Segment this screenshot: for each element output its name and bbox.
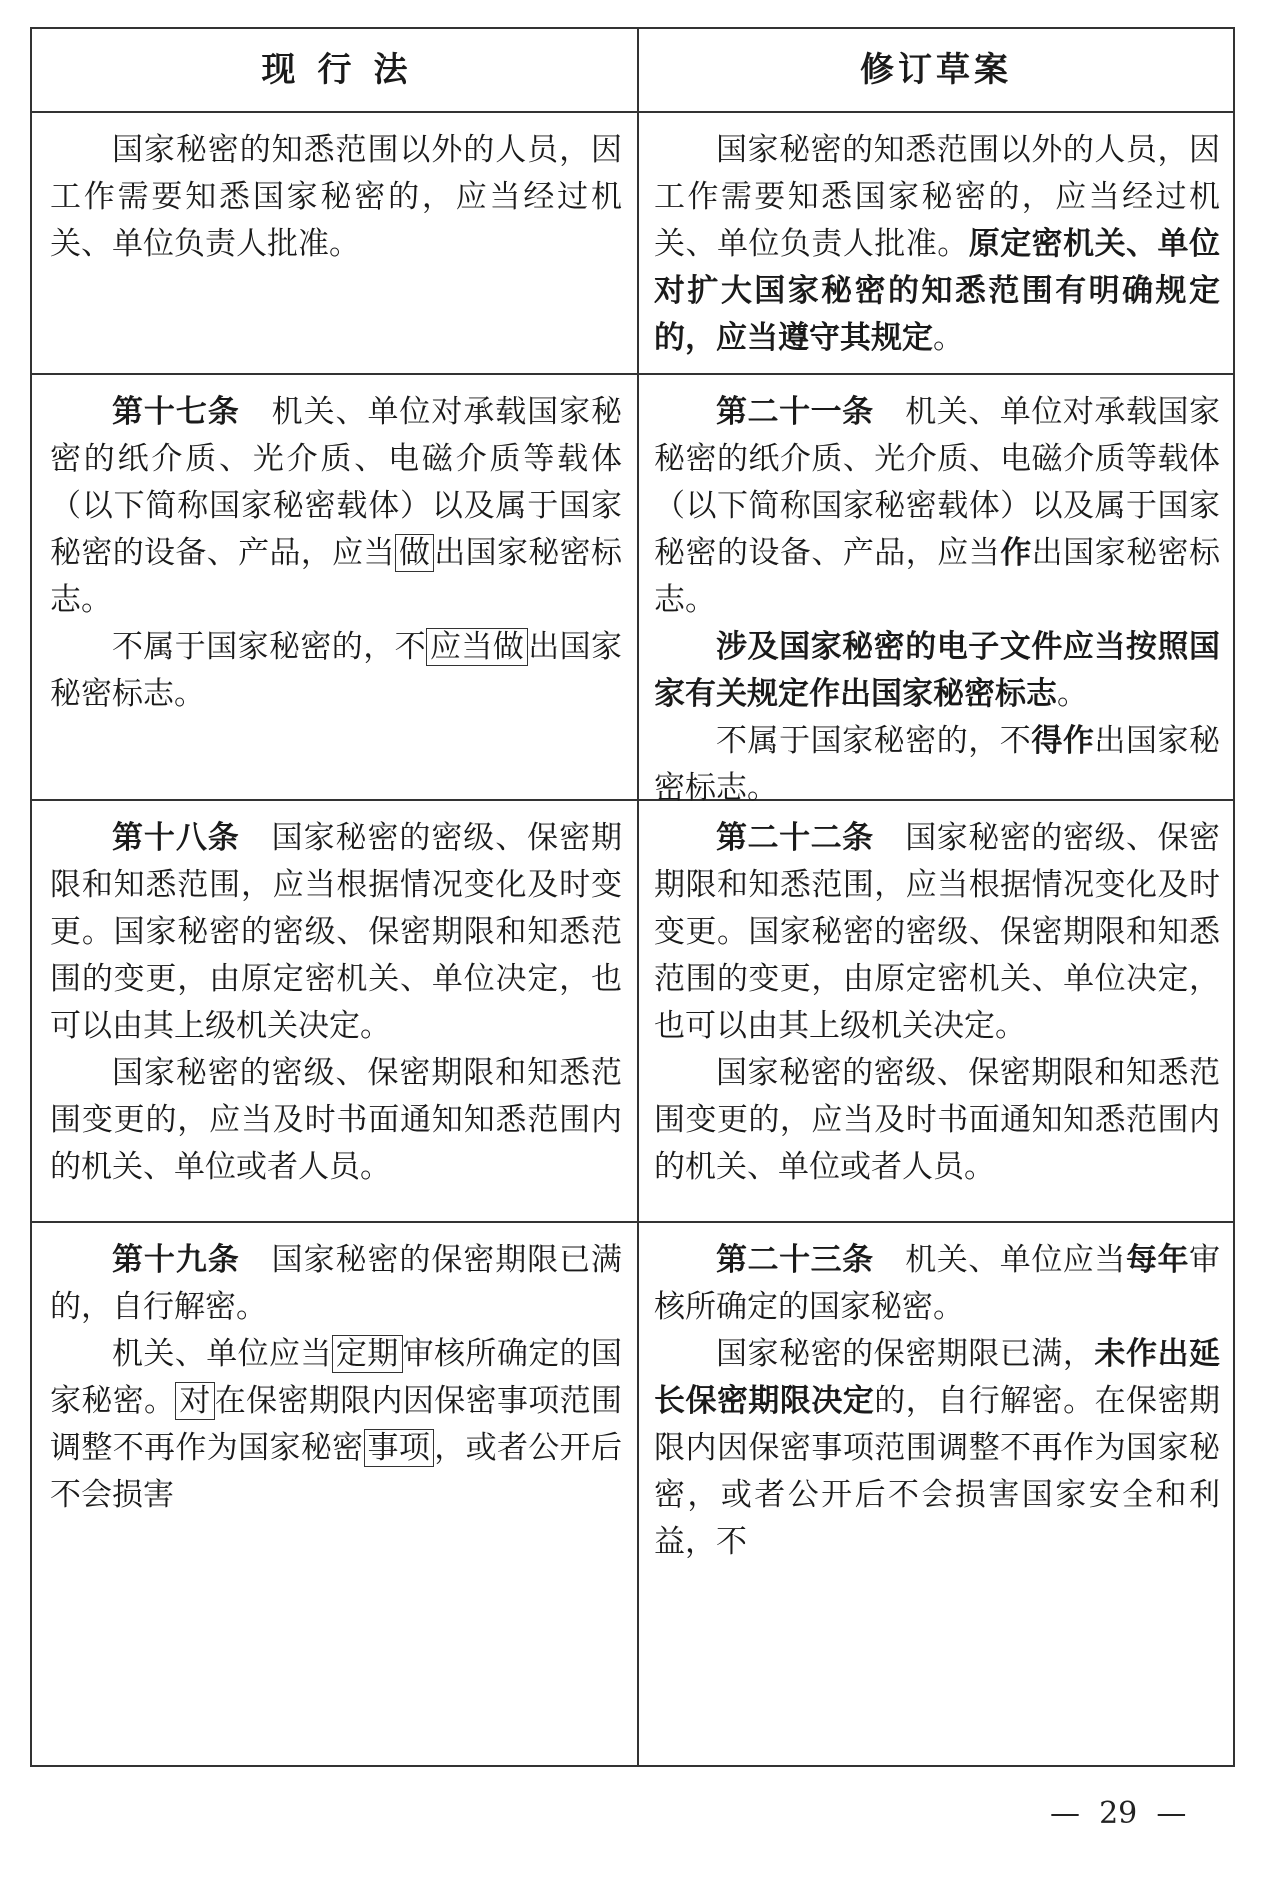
paragraph bbox=[50, 389, 622, 624]
page-dash-left: — bbox=[1050, 1796, 1100, 1831]
text-span: 国家秘密的知悉范围以外的人员，因工作需要知悉国家秘密的，应当经过机关、单位负责人批准。 bbox=[654, 132, 1220, 262]
boxed-text: 事项 bbox=[364, 1429, 435, 1467]
row-4-revision-draft bbox=[654, 1237, 1220, 1566]
bold-text: 第二十一条 bbox=[716, 394, 874, 430]
bold-text: 每年 bbox=[1125, 1242, 1190, 1278]
text-span: 国家秘密的密级、保密期限和知悉范围变更的，应当及时书面通知知悉范围内的机关、单位或者人员。 bbox=[50, 1055, 622, 1185]
paragraph bbox=[654, 1237, 1220, 1331]
paragraph bbox=[654, 718, 1220, 812]
column-header-revision-draft: 修订草案 bbox=[860, 50, 1012, 90]
column-header-current-law: 现行法 bbox=[261, 50, 430, 90]
row-divider bbox=[32, 373, 1233, 375]
text-span: 不属于国家秘密的，不 bbox=[112, 629, 426, 665]
page-number-value: 29 bbox=[1099, 1796, 1138, 1831]
text-span: 在保密期限内因保密事项范围调整不再作为国家秘密 bbox=[50, 1383, 623, 1466]
bold-text: 第十八条 bbox=[112, 820, 240, 856]
row-divider bbox=[32, 111, 1233, 113]
paragraph bbox=[50, 1331, 622, 1519]
text-span: ，或者公开后不会损害 bbox=[50, 1430, 623, 1513]
paragraph bbox=[50, 127, 622, 268]
row-2-current-law bbox=[50, 389, 622, 718]
text-span: 国家秘密的密级、保密期限和知悉范围变更的，应当及时书面通知知悉范围内的机关、单位或者人员。 bbox=[654, 1055, 1220, 1185]
bold-text: 得作 bbox=[1031, 723, 1095, 759]
text-span: 出国家秘密标志。 bbox=[654, 535, 1221, 618]
paragraph bbox=[50, 1050, 622, 1191]
text-span: 出国家秘密标志。 bbox=[50, 629, 623, 712]
boxed-text: 对 bbox=[175, 1382, 214, 1420]
paragraph bbox=[654, 624, 1220, 718]
page-dash-right: — bbox=[1137, 1796, 1187, 1831]
row-2-revision-draft bbox=[654, 389, 1220, 812]
paragraph bbox=[50, 624, 622, 718]
text-span: 国家秘密的保密期限已满， bbox=[716, 1336, 1095, 1372]
paragraph bbox=[50, 1237, 622, 1331]
boxed-text: 应当做 bbox=[426, 628, 528, 666]
row-divider bbox=[32, 1221, 1233, 1223]
boxed-text: 做 bbox=[395, 534, 434, 572]
column-divider bbox=[637, 29, 639, 1765]
row-1-revision-draft bbox=[654, 127, 1220, 362]
text-span: 的，自行解密。在保密期限内因保密事项范围调整不再作为国家秘密，或者公开后不会损害国家安全和利益，不 bbox=[654, 1383, 1221, 1560]
boxed-text: 定期 bbox=[332, 1335, 403, 1373]
paragraph bbox=[654, 127, 1220, 362]
row-1-current-law bbox=[50, 127, 622, 268]
bold-text: 涉及国家秘密的电子文件应当按照国家有关规定作出国家秘密标志 bbox=[654, 629, 1220, 712]
text-span: 国家秘密的密级、保密期限和知悉范围，应当根据情况变化及时变更。国家秘密的密级、保密期限和知悉范围的变更，由原定密机关、单位决定，也可以由其上级机关决定。 bbox=[50, 820, 622, 1044]
bold-text: 原定密机关、单位对扩大国家秘密的知悉范围有明确规定的，应当遵守其规定 bbox=[654, 226, 1221, 356]
text-span: 。 bbox=[933, 320, 964, 356]
row-3-current-law bbox=[50, 815, 622, 1191]
bold-text: 第二十三条 bbox=[716, 1242, 874, 1278]
text-span: 审核所确定的国家秘密。 bbox=[50, 1336, 623, 1419]
paragraph bbox=[50, 815, 622, 1050]
text-span: 国家秘密的保密期限已满的，自行解密。 bbox=[50, 1242, 622, 1325]
row-3-revision-draft bbox=[654, 815, 1220, 1191]
text-span: 出国家秘密标志。 bbox=[654, 723, 1221, 806]
text-span: 不属于国家秘密的，不 bbox=[716, 723, 1032, 759]
paragraph bbox=[654, 1331, 1220, 1566]
bold-text: 作 bbox=[1000, 535, 1032, 571]
text-span: 机关、单位应当 bbox=[873, 1242, 1126, 1278]
row-4-current-law bbox=[50, 1237, 622, 1519]
text-span: 出国家秘密标志。 bbox=[50, 535, 623, 618]
comparison-table bbox=[30, 27, 1235, 1767]
text-span: 审核所确定的国家秘密。 bbox=[654, 1242, 1221, 1325]
text-span: 国家秘密的密级、保密期限和知悉范围，应当根据情况变化及时变更。国家秘密的密级、保密期限和知悉范围的变更，由原定密机关、单位决定，也可以由其上级机关决定。 bbox=[654, 820, 1221, 1044]
text-span: 。 bbox=[1057, 676, 1088, 712]
text-span: 机关、单位应当 bbox=[112, 1336, 332, 1372]
bold-text: 第十七条 bbox=[112, 394, 240, 430]
bold-text: 第十九条 bbox=[112, 1242, 240, 1278]
text-span: 机关、单位对承载国家秘密的纸介质、光介质、电磁介质等载体（以下简称国家秘密载体）以及属于国家秘密的设备、产品，应当 bbox=[50, 394, 622, 571]
bold-text: 第二十二条 bbox=[716, 820, 874, 856]
text-span: 机关、单位对承载国家秘密的纸介质、光介质、电磁介质等载体（以下简称国家秘密载体）以及属于国家秘密的设备、产品，应当 bbox=[654, 394, 1221, 571]
paragraph bbox=[654, 815, 1220, 1050]
paragraph bbox=[654, 1050, 1220, 1191]
text-span: 国家秘密的知悉范围以外的人员，因工作需要知悉国家秘密的，应当经过机关、单位负责人批准。 bbox=[50, 132, 622, 262]
paragraph bbox=[654, 389, 1220, 624]
bold-text: 未作出延长保密期限决定 bbox=[654, 1336, 1221, 1419]
page-number bbox=[1050, 1796, 1250, 1831]
